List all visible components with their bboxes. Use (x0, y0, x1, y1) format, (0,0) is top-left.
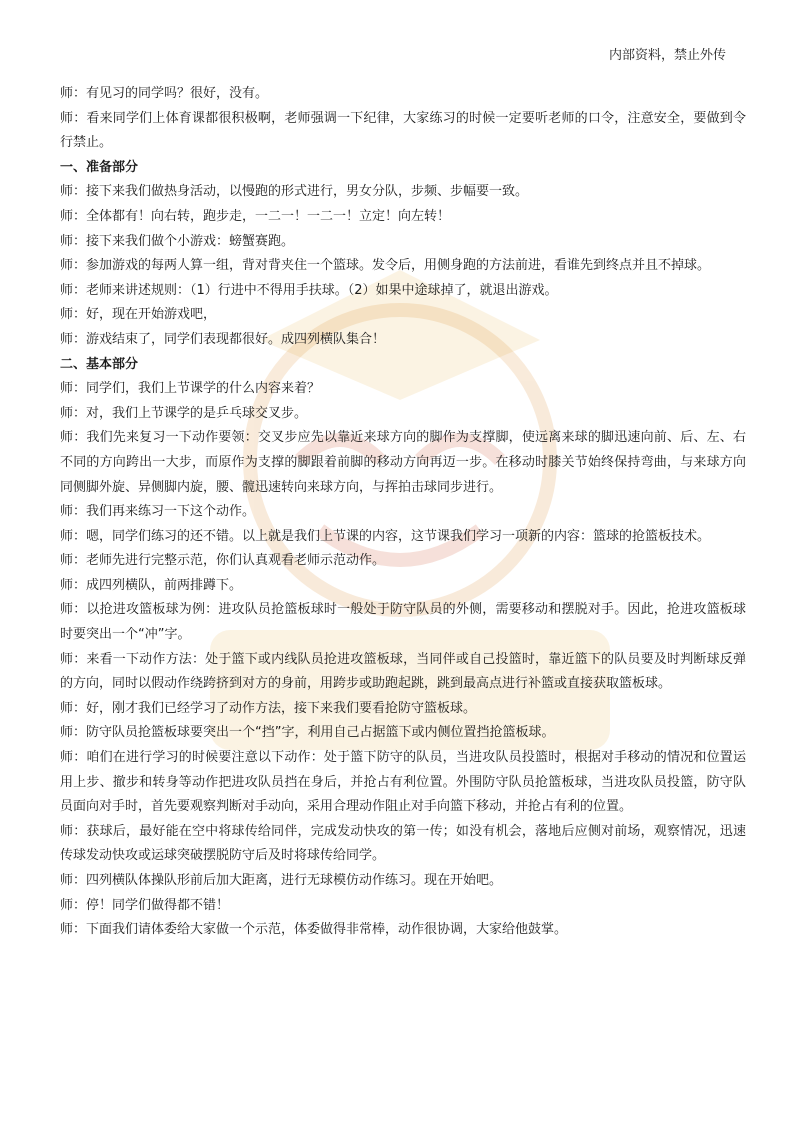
dialogue-line: 师：有见习的同学吗？很好，没有。 (60, 86, 269, 101)
dialogue-line: 师：我们再来练习一下这个动作。 (60, 504, 256, 520)
document-body (60, 82, 746, 943)
dialogue-line: 师：嗯，同学们练习的还不错。以上就是我们上节课的内容，这节课我们学习一项新的内容：篮球的抢篮板技术。 (60, 528, 711, 544)
dialogue-line: 师：我们先来复习一下动作要领：交叉步应先以靠近来球方向的脚作为支撑脚，使远离来球的脚迅速向前、后、左、右不同的方向跨出一大步，而原作为支撑的脚跟着前脚的移动方向再迈一步。在移动时膝关节始终保持弯曲，与来球方向同侧脚外旋、异侧脚内旋，腰、髋迅速转向来球方向，与挥拍击球同步进行。 (60, 430, 746, 495)
dialogue-line: 师：成四列横队，前两排蹲下。 (60, 577, 243, 593)
dialogue-line: 师：来看一下动作方法：处于篮下或内线队员抢进攻篮板球，当同伴或自己投篮时，靠近篮下的队员要及时判断球反弹的方向，同时以假动作绕跨挤到对方的身前，用跨步或助跑起跳，跳到最高点进行补篮或直接获取篮板球。 (60, 651, 746, 692)
dialogue-line: 师：好，刚才我们已经学习了动作方法，接下来我们要看抢防守篮板球。 (60, 700, 477, 716)
dialogue-line: 师：游戏结束了，同学们表现都很好。成四列横队集合！ (60, 331, 386, 347)
dialogue-line: 师：以抢进攻篮板球为例：进攻队员抢篮板球时一般处于防守队员的外侧，需要移动和摆脱对手。因此，抢进攻篮板球时要突出一个“冲”字。 (60, 602, 746, 643)
dialogue-line: 师：接下来我们做个小游戏：螃蟹赛跑。 (60, 233, 295, 249)
dialogue-line: 师：好，现在开始游戏吧， (60, 307, 217, 323)
dialogue-line: 师：咱们在进行学习的时候要注意以下动作：处于篮下防守的队员，当进攻队员投篮时，根据对手移动的情况和位置运用上步、撤步和转身等动作把进攻队员挡在身后，并抢占有利位置。外围防守队员抢篮板球，当进攻队员投篮，防守队员面向对手时，首先要观察判断对手动向，采用合理动作阻止对手向篮下移动，并抢占有利的位置。 (60, 750, 746, 815)
section-heading: 一、准备部分 (60, 159, 139, 175)
dialogue-line: 师：四列横队体操队形前后加大距离，进行无球模仿动作练习。现在开始吧。 (60, 873, 503, 888)
dialogue-line: 师：全体都有！向右转，跑步走，一二一！一二一！立定！向左转！ (60, 208, 451, 224)
dialogue-line: 师：下面我们请体委给大家做一个示范，体委做得非常棒，动作很协调，大家给他鼓掌。 (60, 922, 568, 938)
dialogue-line: 师：接下来我们做热身活动，以慢跑的形式进行，男女分队，步频、步幅要一致。 (60, 184, 529, 200)
dialogue-line: 师：老师先进行完整示范，你们认真观看老师示范动作。 (60, 553, 386, 569)
dialogue-line: 师：停！同学们做得都不错！ (60, 897, 230, 913)
dialogue-line: 师：参加游戏的每两人算一组，背对背夹住一个篮球。发令后，用侧身跑的方法前进，看谁先到终点并且不掉球。 (60, 258, 711, 274)
dialogue-line: 师：老师来讲述规则：（1）行进中不得用手扶球。（2）如果中途球掉了，就退出游戏。 (60, 282, 558, 298)
dialogue-line: 师：防守队员抢篮板球要突出一个“挡”字，利用自己占据篮下或内侧位置挡抢篮板球。 (60, 725, 555, 741)
section-heading: 二、基本部分 (60, 356, 139, 372)
dialogue-line: 师：同学们，我们上节课学的什么内容来着？ (60, 381, 321, 397)
dialogue-line: 师：对，我们上节课学的是乒乓球交叉步。 (60, 405, 308, 421)
dialogue-line: 师：看来同学们上体育课都很积极啊，老师强调一下纪律，大家练习的时候一定要听老师的口令，注意安全，要做到令行禁止。 (60, 110, 746, 151)
dialogue-line: 师：获球后，最好能在空中将球传给同伴，完成发动快攻的第一传；如没有机会，落地后应侧对前场，观察情况，迅速传球发动快攻或运球突破摆脱防守后及时将球传给同学。 (60, 823, 746, 864)
confidential-notice: 内部资料，禁止外传 (608, 48, 726, 63)
